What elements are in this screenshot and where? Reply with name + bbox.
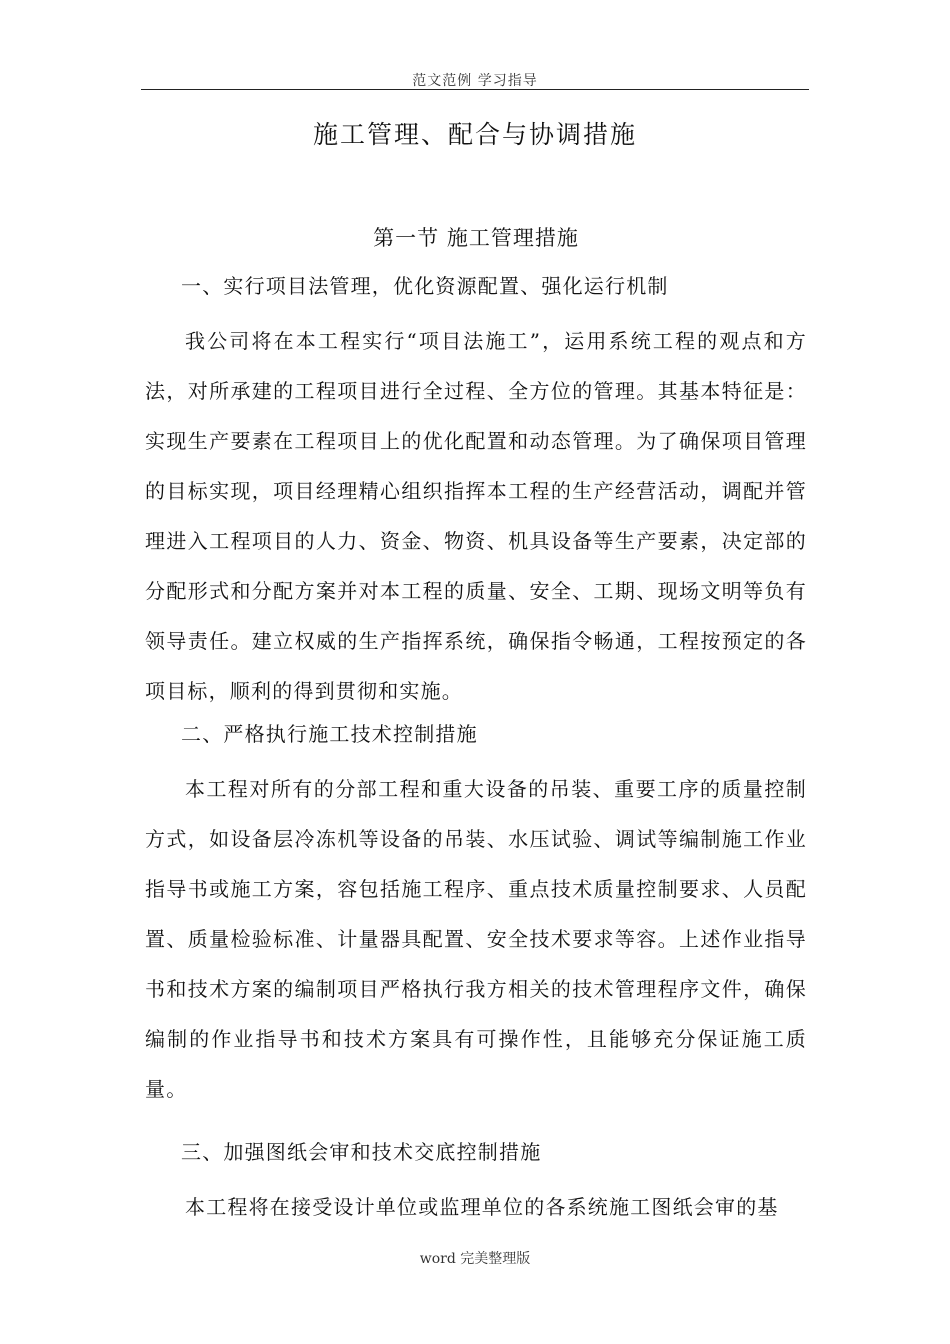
paragraph-3: 本工程将在接受设计单位或监理单位的各系统施工图纸会审的基 — [185, 1195, 779, 1219]
header-divider — [141, 89, 809, 90]
section-title: 第一节 施工管理措施 — [373, 226, 579, 250]
subsection-heading-2: 二、严格执行施工技术控制措施 — [181, 722, 478, 746]
subsection-heading-1: 一、实行项目法管理，优化资源配置、强化运行机制 — [181, 274, 669, 298]
page-footer: word 完美整理版 — [419, 1251, 531, 1267]
document-body — [145, 218, 807, 1232]
paragraph-2: 本工程对所有的分部工程和重大设备的吊装、重要工序的质量控制方式，如设备层冷冻机等设备的吊装、水压试验、调试等编制施工作业指导书或施工方案，容包括施工程序、重点技术质量控制要求、人员配置、质量检验标准、计量器具配置、安全技术要求等容。上述作业指导书和技术方案的编制项目严格执行我方相关的技术管理程序文件，确保编制的作业指导书和技术方案具有可操作性，且能够充分保证施工质量。 — [145, 777, 807, 1101]
page-header: 范文范例 学习指导 — [412, 73, 538, 89]
paragraph-1: 我公司将在本工程实行“项目法施工”，运用系统工程的观点和方法，对所承建的工程项目进行全过程、全方位的管理。其基本特征是：实现生产要素在工程项目上的优化配置和动态管理。为了确保项目管理的目标实现，项目经理精心组织指挥本工程的生产经营活动，调配并管理进入工程项目的人力、资金、物资、机具设备等生产要素，决定部的分配形式和分配方案并对本工程的质量、安全、工期、现场文明等负有领导责任。建立权威的生产指挥系统，确保指令畅通，工程按预定的各项目标，顺利的得到贯彻和实施。 — [145, 329, 807, 703]
document-title: 施工管理、配合与协调措施 — [312, 120, 637, 149]
subsection-heading-3: 三、加强图纸会审和技术交底控制措施 — [181, 1140, 542, 1164]
